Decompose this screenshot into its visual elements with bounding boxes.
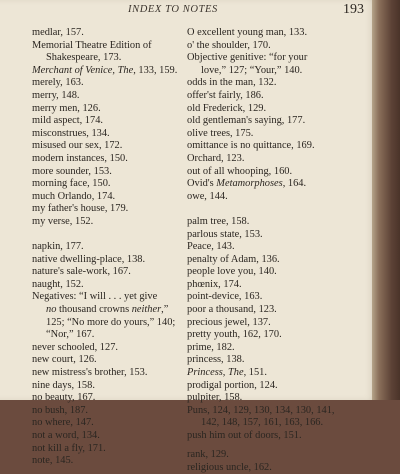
- index-entry: O excellent young man, 133.: [187, 27, 308, 38]
- index-entry: Negatives: “I will . . . yet give: [32, 291, 158, 303]
- index-entry: prime, 182.: [187, 341, 235, 353]
- index-entry: no where, 147.: [32, 417, 94, 429]
- index-entry: Memorial Theatre Edition of: [32, 39, 152, 51]
- index-entry: not a word, 134.: [32, 430, 100, 441]
- index-entry: poor a thousand, 123.: [187, 304, 277, 316]
- index-entry: merry, 148.: [32, 89, 80, 101]
- index-entry: modern instances, 150.: [32, 152, 128, 164]
- index-entry: morning face, 150.: [32, 178, 111, 190]
- index-entry: no bush, 187.: [32, 404, 88, 416]
- letter-group-gap: [187, 443, 365, 450]
- index-entry: merely, 163.: [32, 77, 84, 89]
- index-entry: old gentleman's saying, 177.: [187, 115, 306, 127]
- index-entry: Puns, 124, 129, 130, 134, 130, 141,: [187, 404, 335, 416]
- index-entry: much Orlando, 174.: [32, 190, 116, 202]
- index-entry: native dwelling-place, 138.: [32, 253, 146, 265]
- index-entry: penalty of Adam, 136.: [187, 253, 280, 265]
- index-entry: pulpiter, 158.: [187, 392, 243, 404]
- index-entry: merry men, 126.: [32, 102, 101, 114]
- index-entry: push him out of doors, 151.: [187, 430, 302, 441]
- index-entry: owe, 144.: [187, 190, 228, 202]
- index-entry: more sounder, 153.: [32, 165, 112, 177]
- index-column-left: [32, 27, 180, 468]
- index-entry: misused our sex, 172.: [32, 140, 123, 152]
- index-entry: people love you, 140.: [187, 266, 277, 278]
- index-entry: naught, 152.: [32, 278, 84, 290]
- index-entry: religious uncle, 162.: [187, 461, 272, 473]
- index-entry: offer'st fairly, 186.: [187, 89, 264, 101]
- index-entry: old Frederick, 129.: [187, 102, 267, 114]
- index-entry: Peace, 143.: [187, 241, 235, 253]
- index-entry-continuation: Shakespeare, 173.: [46, 52, 122, 64]
- index-entry: new court, 126.: [32, 354, 97, 366]
- index-entry: misconstrues, 134.: [32, 127, 110, 139]
- index-entry: nature's sale-work, 167.: [32, 266, 131, 278]
- running-header: [0, 3, 378, 21]
- index-entry: odds in the man, 132.: [187, 77, 277, 89]
- index-entry: prodigal portion, 124.: [187, 379, 278, 391]
- index-entry: napkin, 177.: [32, 241, 84, 253]
- index-entry: Ovid's Metamorphoses, 164.: [187, 178, 307, 190]
- index-entry: my verse, 152.: [32, 215, 94, 227]
- index-entry: o' the shoulder, 170.: [187, 39, 271, 51]
- index-entry: olive trees, 175.: [187, 127, 254, 139]
- index-entry: rank, 129.: [187, 449, 229, 461]
- index-entry: pretty youth, 162, 170.: [187, 329, 282, 341]
- index-entry: not kill a fly, 171.: [32, 442, 106, 454]
- index-column-right: [187, 27, 365, 474]
- index-entry: omittance is no quittance, 169.: [187, 140, 315, 152]
- index-entry: Merchant of Venice, The, 133, 159.: [32, 64, 178, 76]
- index-entry: palm tree, 158.: [187, 215, 250, 227]
- index-entry: my father's house, 179.: [32, 203, 129, 215]
- index-entry: Princess, The, 151.: [187, 367, 267, 379]
- index-entry: princess, 138.: [187, 354, 245, 366]
- letter-group-gap: [32, 229, 180, 242]
- index-entry: note, 145.: [32, 455, 74, 467]
- index-entry: nine days, 158.: [32, 379, 95, 391]
- index-entry: Orchard, 123.: [187, 152, 245, 164]
- index-entry: precious jewel, 137.: [187, 316, 271, 328]
- book-spine-shadow: [372, 0, 400, 400]
- header-title: INDEX TO NOTES: [128, 4, 218, 15]
- index-entry-continuation: 142, 148, 157, 161, 163, 166.: [201, 417, 324, 429]
- page-number: 193: [343, 2, 364, 17]
- index-entry-continuation: no thousand crowns neither,”: [46, 304, 169, 316]
- index-entry-continuation: love,” 127; “Your,” 140.: [201, 64, 303, 76]
- letter-group-gap: [187, 203, 365, 216]
- index-entry: out of all whooping, 160.: [187, 165, 293, 177]
- index-entry-continuation: 125; “No more do yours,” 140;: [46, 316, 176, 328]
- index-entry: Objective genitive: “for your: [187, 52, 308, 64]
- index-entry: phœnix, 174.: [187, 278, 242, 290]
- index-entry: no beauty, 167.: [32, 392, 96, 404]
- index-entry: point-device, 163.: [187, 291, 263, 303]
- index-entry: new mistress's brother, 153.: [32, 367, 148, 379]
- index-entry-continuation: “Nor,” 167.: [46, 329, 95, 341]
- index-entry: medlar, 157.: [32, 27, 84, 38]
- index-entry: parlous state, 153.: [187, 228, 263, 240]
- index-entry: mild aspect, 174.: [32, 115, 103, 127]
- index-entry: never schooled, 127.: [32, 341, 118, 353]
